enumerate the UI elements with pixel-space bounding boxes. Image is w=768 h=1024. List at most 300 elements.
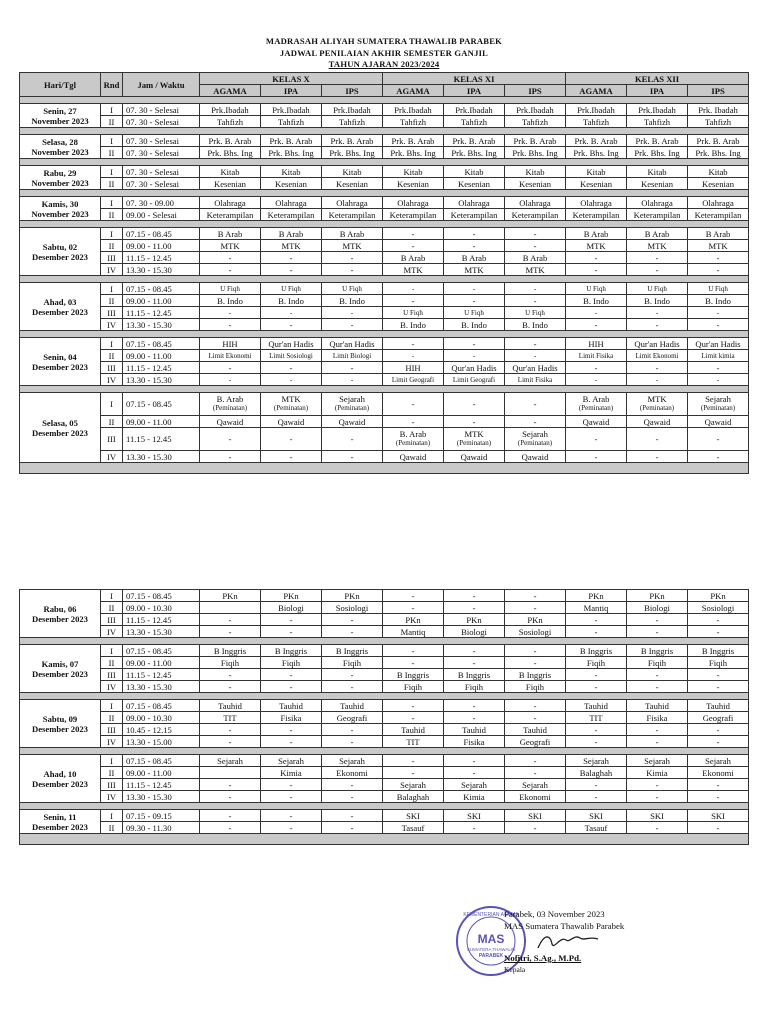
- schedule-table-2: [19, 589, 749, 845]
- subject-cell: HIH: [200, 338, 261, 350]
- subject-cell: -: [322, 669, 383, 681]
- day-cell: [20, 590, 101, 638]
- subject-cell: Fiqih: [688, 657, 749, 669]
- subject-cell: Kesenian: [383, 178, 444, 190]
- table-row: [20, 350, 749, 362]
- subject-cell: B Arab: [505, 252, 566, 264]
- subject-cell: -: [444, 338, 505, 350]
- round-cell: I: [101, 755, 123, 767]
- time-cell: 07.15 - 09.15: [123, 810, 200, 822]
- subject-cell: -: [688, 779, 749, 791]
- time-cell: 07.15 - 08.45: [123, 393, 200, 416]
- subject-cell: B Inggris: [261, 645, 322, 657]
- day-cell: [20, 104, 101, 128]
- round-cell: IV: [101, 264, 123, 276]
- subject-note: (Peminatan): [334, 404, 370, 412]
- subject-cell: Prk. Bhs. Ing: [566, 147, 627, 159]
- subject-cell: -: [566, 669, 627, 681]
- day-cell: [20, 197, 101, 221]
- subject-cell: -: [261, 724, 322, 736]
- subject-cell: -: [566, 374, 627, 386]
- day-month: Desember 2023: [32, 723, 88, 734]
- subject-cell: -: [505, 228, 566, 240]
- subject-cell: -: [444, 393, 505, 416]
- subject-cell: -: [627, 822, 688, 834]
- time-cell: 11.15 - 12.45: [123, 428, 200, 451]
- subject-cell: -: [627, 428, 688, 451]
- subject-cell: -: [505, 393, 566, 416]
- subject-cell: Sejarah: [261, 755, 322, 767]
- subject-cell: -: [688, 626, 749, 638]
- day-cell: [20, 645, 101, 693]
- subject-cell: -: [688, 374, 749, 386]
- time-cell: 07. 30 - Selesai: [123, 104, 200, 116]
- subject-cell: -: [261, 252, 322, 264]
- subject-cell: Keterampilan: [627, 209, 688, 221]
- subject-cell: Prk. Bhs. Ing: [444, 147, 505, 159]
- subject-cell: B Inggris: [627, 645, 688, 657]
- col-kelas-xi: KELAS XI: [383, 73, 566, 85]
- day-name: Rabu, 06: [43, 603, 77, 614]
- table-row: [20, 657, 749, 669]
- subject-cell: Prk.Ibadah: [505, 104, 566, 116]
- subject-cell: Qawaid: [322, 416, 383, 428]
- subject-cell: -: [627, 252, 688, 264]
- subject-cell: -: [505, 712, 566, 724]
- table-row: [20, 810, 749, 822]
- time-cell: 07. 30 - Selesai: [123, 166, 200, 178]
- table-row: [20, 228, 749, 240]
- subject-cell: -: [444, 283, 505, 295]
- day-name: Kamis, 30: [41, 198, 79, 209]
- subject-cell: B Arab: [688, 228, 749, 240]
- subject-cell: Fiqih: [322, 657, 383, 669]
- day-month: Desember 2023: [32, 306, 88, 317]
- subject-name: MTK: [281, 394, 301, 404]
- time-cell: 11.15 - 12.45: [123, 362, 200, 374]
- subject-cell: -: [627, 614, 688, 626]
- subject-cell: -: [444, 350, 505, 362]
- time-cell: 13.30 - 15.30: [123, 319, 200, 331]
- subject-cell: U Fiqh: [261, 283, 322, 295]
- subject-cell: -: [444, 416, 505, 428]
- subject-cell: -: [322, 307, 383, 319]
- table-row: [20, 104, 749, 116]
- subject-cell: U Fiqh: [322, 283, 383, 295]
- subject-cell: -: [627, 779, 688, 791]
- subject-cell: -: [200, 451, 261, 463]
- col-rnd: Rnd: [101, 73, 123, 97]
- table-row: [20, 767, 749, 779]
- subject-cell: Keterampilan: [200, 209, 261, 221]
- subject-cell: Kesenian: [200, 178, 261, 190]
- table-row: [20, 791, 749, 803]
- subject-cell: B. Indo: [627, 295, 688, 307]
- time-cell: 13.30 - 15.30: [123, 626, 200, 638]
- subject-cell: Prk. B. Arab: [322, 135, 383, 147]
- table-row: [20, 116, 749, 128]
- subject-cell: Keterampilan: [688, 209, 749, 221]
- subject-cell: -: [261, 362, 322, 374]
- subject-name: B. Arab: [399, 429, 427, 439]
- subject-cell: -: [688, 451, 749, 463]
- subject-cell: B Inggris: [322, 645, 383, 657]
- subject-cell: Limit Fisika: [566, 350, 627, 362]
- subject-cell: -: [505, 295, 566, 307]
- subject-cell: MTK: [322, 240, 383, 252]
- table-row: [20, 614, 749, 626]
- subject-cell: -: [627, 264, 688, 276]
- day-month: November 2023: [31, 208, 89, 219]
- time-cell: 11.15 - 12.45: [123, 307, 200, 319]
- day-month: Desember 2023: [32, 613, 88, 624]
- subject-cell: -: [627, 791, 688, 803]
- subject-cell: Tauhid: [688, 700, 749, 712]
- table-row: [20, 712, 749, 724]
- subject-cell: MTK: [200, 240, 261, 252]
- round-cell: II: [101, 657, 123, 669]
- subject-cell: Tauhid: [383, 724, 444, 736]
- subject-cell: TIT: [566, 712, 627, 724]
- subject-cell: Prk. Ibadah: [688, 104, 749, 116]
- round-cell: I: [101, 104, 123, 116]
- subject-cell: -: [444, 590, 505, 602]
- day-name: Ahad, 03: [43, 296, 77, 307]
- subject-cell: SKI: [444, 810, 505, 822]
- subject-cell: Qawaid: [444, 451, 505, 463]
- subject-cell: SKI: [688, 810, 749, 822]
- subject-cell: -: [261, 307, 322, 319]
- subject-cell: B Arab: [627, 228, 688, 240]
- subject-cell: Olahraga: [200, 197, 261, 209]
- subject-cell: -: [505, 283, 566, 295]
- subject-cell: -: [505, 350, 566, 362]
- day-cell: [20, 393, 101, 463]
- subject-name: B. Arab: [216, 394, 244, 404]
- subject-cell: [200, 767, 261, 779]
- subject-cell: Qur'an Hadis: [444, 362, 505, 374]
- round-cell: II: [101, 602, 123, 614]
- subject-cell: MTK: [261, 240, 322, 252]
- subject-note: (Peminatan): [578, 404, 614, 412]
- subject-cell: -: [688, 736, 749, 748]
- subject-cell: Kitab: [322, 166, 383, 178]
- day-month: Desember 2023: [32, 778, 88, 789]
- subject-cell: Limit Sosiologi: [261, 350, 322, 362]
- subject-cell: Tahfizh: [566, 116, 627, 128]
- subject-cell: -: [688, 669, 749, 681]
- subject-cell: -: [200, 626, 261, 638]
- subject-cell: B. Indo: [383, 319, 444, 331]
- subject-cell: Tasauf: [566, 822, 627, 834]
- subject-cell: -: [383, 338, 444, 350]
- subject-cell: -: [688, 362, 749, 374]
- round-cell: III: [101, 362, 123, 374]
- round-cell: IV: [101, 791, 123, 803]
- subject-cell: -: [627, 626, 688, 638]
- subject-cell: B Inggris: [688, 645, 749, 657]
- subject-cell: Prk.Ibadah: [627, 104, 688, 116]
- subject-cell: Sejarah: [566, 755, 627, 767]
- day-cell: [20, 700, 101, 748]
- subject-cell: Kesenian: [627, 178, 688, 190]
- time-cell: 13.30 - 15.00: [123, 736, 200, 748]
- subject-cell: Prk. B. Arab: [627, 135, 688, 147]
- round-cell: III: [101, 252, 123, 264]
- subject-cell: Prk. Bhs. Ing: [627, 147, 688, 159]
- subject-cell: B. Indo: [505, 319, 566, 331]
- round-cell: IV: [101, 319, 123, 331]
- subject-cell: -: [200, 252, 261, 264]
- subject-cell: Geografi: [688, 712, 749, 724]
- subject-cell: Ekonomi: [688, 767, 749, 779]
- subject-cell: -: [444, 657, 505, 669]
- subject-cell: -: [688, 614, 749, 626]
- day-month: Desember 2023: [32, 361, 88, 372]
- subject-cell: -: [261, 736, 322, 748]
- subject-cell: -: [322, 614, 383, 626]
- school-name: MADRASAH ALIYAH SUMATERA THAWALIB PARABEK: [265, 36, 503, 46]
- subject-cell: [200, 602, 261, 614]
- subject-cell: Kimia: [444, 791, 505, 803]
- table-row: [20, 602, 749, 614]
- subject-cell: Tahfizh: [444, 116, 505, 128]
- subject-cell: Fiqih: [261, 657, 322, 669]
- col-hari: Hari/Tgl: [20, 73, 101, 97]
- table-row: [20, 264, 749, 276]
- subject-cell: -: [688, 319, 749, 331]
- subject-cell: -: [688, 791, 749, 803]
- subject-cell: -: [383, 712, 444, 724]
- schedule-title: JADWAL PENILAIAN AKHIR SEMESTER GANJIL: [279, 47, 489, 58]
- table-row: [20, 319, 749, 331]
- round-cell: IV: [101, 626, 123, 638]
- table-row: [20, 283, 749, 295]
- subject-cell: PKn: [261, 590, 322, 602]
- subject-cell: B Arab: [383, 252, 444, 264]
- day-name: Senin, 04: [43, 351, 77, 362]
- separator-row: [20, 97, 749, 104]
- table-row: [20, 590, 749, 602]
- subject-cell: Kitab: [200, 166, 261, 178]
- separator-row: [20, 638, 749, 645]
- subject-cell: -: [322, 451, 383, 463]
- table-row: [20, 736, 749, 748]
- subject-cell: Limit Biologi: [322, 350, 383, 362]
- subject-cell: Sejarah: [322, 755, 383, 767]
- day-month: November 2023: [31, 115, 89, 126]
- round-cell: II: [101, 209, 123, 221]
- time-cell: 09.00 - 11.00: [123, 767, 200, 779]
- time-cell: 11.15 - 12.45: [123, 779, 200, 791]
- col-kelas-xii: KELAS XII: [566, 73, 749, 85]
- subject-cell: Kitab: [566, 166, 627, 178]
- subject-cell: MTK: [383, 264, 444, 276]
- subject-cell: Ekonomi: [322, 767, 383, 779]
- subject-cell: Qawaid: [383, 451, 444, 463]
- subject-cell: B Inggris: [444, 669, 505, 681]
- round-cell: II: [101, 116, 123, 128]
- table-row: [20, 451, 749, 463]
- subject-cell: Tahfizh: [505, 116, 566, 128]
- subject-cell: -: [566, 626, 627, 638]
- subject-cell: -: [200, 319, 261, 331]
- subject-cell: -: [200, 307, 261, 319]
- subject-cell: -: [566, 779, 627, 791]
- subject-cell: Tahfizh: [261, 116, 322, 128]
- subject-cell: Fiqih: [566, 657, 627, 669]
- subject-cell: HIH: [383, 362, 444, 374]
- table-row: [20, 197, 749, 209]
- table-row: [20, 822, 749, 834]
- table-row: [20, 307, 749, 319]
- day-cell: [20, 166, 101, 190]
- subject-cell: -: [627, 736, 688, 748]
- subject-cell: Prk. B. Arab: [688, 135, 749, 147]
- table-row: [20, 374, 749, 386]
- subject-cell: Fiqih: [444, 681, 505, 693]
- subject-cell: Olahraga: [261, 197, 322, 209]
- table-row: [20, 240, 749, 252]
- round-cell: II: [101, 712, 123, 724]
- subject-cell: Fiqih: [200, 657, 261, 669]
- subject-cell: MTK: [627, 240, 688, 252]
- round-cell: I: [101, 338, 123, 350]
- table-row: [20, 669, 749, 681]
- subject-cell: SKI: [566, 810, 627, 822]
- time-cell: 13.30 - 15.30: [123, 681, 200, 693]
- subject-cell: PKn: [383, 614, 444, 626]
- subject-cell: Qur'an Hadis: [505, 362, 566, 374]
- table-row: [20, 626, 749, 638]
- subject-cell: -: [322, 428, 383, 451]
- subject-cell: B Arab: [200, 228, 261, 240]
- sub-ipa: IPA: [261, 85, 322, 97]
- subject-cell: -: [383, 602, 444, 614]
- subject-cell: U Fiqh: [505, 307, 566, 319]
- time-cell: 09.00 - 11.00: [123, 240, 200, 252]
- round-cell: I: [101, 166, 123, 178]
- round-cell: III: [101, 779, 123, 791]
- signature-block: [504, 908, 624, 976]
- round-cell: IV: [101, 451, 123, 463]
- time-cell: 13.30 - 15.30: [123, 451, 200, 463]
- subject-cell: -: [200, 810, 261, 822]
- sub-agama: AGAMA: [200, 85, 261, 97]
- subject-cell: [322, 393, 383, 416]
- subject-cell: Prk.Ibadah: [322, 104, 383, 116]
- round-cell: I: [101, 228, 123, 240]
- subject-cell: -: [383, 350, 444, 362]
- subject-cell: Qur'an Hadis: [261, 338, 322, 350]
- subject-cell: -: [200, 736, 261, 748]
- day-name: Sabtu, 09: [42, 713, 78, 724]
- subject-cell: Balaghah: [383, 791, 444, 803]
- separator-row: [20, 748, 749, 755]
- subject-cell: Qur'an Hadis: [627, 338, 688, 350]
- table-row: [20, 681, 749, 693]
- subject-cell: Prk.Ibadah: [261, 104, 322, 116]
- day-name: Kamis, 07: [41, 658, 79, 669]
- day-month: Desember 2023: [32, 427, 88, 438]
- subject-cell: Sejarah: [444, 779, 505, 791]
- time-cell: 09.00 - Selesai: [123, 209, 200, 221]
- subject-cell: Biologi: [627, 602, 688, 614]
- subject-cell: [200, 393, 261, 416]
- subject-cell: B. Indo: [200, 295, 261, 307]
- col-jam: Jam / Waktu: [123, 73, 200, 97]
- subject-cell: Tahfizh: [627, 116, 688, 128]
- time-cell: 07.15 - 08.45: [123, 645, 200, 657]
- subject-cell: TIT: [383, 736, 444, 748]
- subject-cell: -: [505, 590, 566, 602]
- subject-cell: -: [688, 428, 749, 451]
- subject-cell: Sejarah: [688, 755, 749, 767]
- table-row: [20, 362, 749, 374]
- subject-cell: -: [322, 252, 383, 264]
- day-cell: [20, 135, 101, 159]
- table-row: [20, 147, 749, 159]
- subject-cell: -: [444, 755, 505, 767]
- subject-note: (Peminatan): [273, 404, 309, 412]
- subject-cell: -: [322, 681, 383, 693]
- subject-cell: Fiqih: [627, 657, 688, 669]
- subject-cell: Qawaid: [566, 416, 627, 428]
- round-cell: III: [101, 669, 123, 681]
- time-cell: 07. 30 - Selesai: [123, 178, 200, 190]
- subject-cell: -: [627, 681, 688, 693]
- subject-cell: -: [505, 822, 566, 834]
- subject-cell: Keterampilan: [444, 209, 505, 221]
- time-cell: 09.00 - 11.00: [123, 350, 200, 362]
- day-cell: [20, 755, 101, 803]
- round-cell: II: [101, 178, 123, 190]
- subject-cell: Tahfizh: [322, 116, 383, 128]
- round-cell: II: [101, 350, 123, 362]
- subject-cell: -: [444, 645, 505, 657]
- subject-cell: -: [322, 264, 383, 276]
- subject-cell: PKn: [566, 590, 627, 602]
- day-month: November 2023: [31, 177, 89, 188]
- subject-cell: -: [200, 724, 261, 736]
- subject-cell: -: [322, 374, 383, 386]
- table-row: [20, 178, 749, 190]
- table-row: [20, 295, 749, 307]
- subject-cell: Qawaid: [261, 416, 322, 428]
- subject-cell: Mantiq: [566, 602, 627, 614]
- subject-cell: -: [383, 416, 444, 428]
- round-cell: II: [101, 416, 123, 428]
- subject-cell: Tauhid: [261, 700, 322, 712]
- subject-name: Sejarah: [339, 394, 365, 404]
- subject-cell: -: [261, 791, 322, 803]
- round-cell: I: [101, 393, 123, 416]
- subject-cell: Keterampilan: [566, 209, 627, 221]
- separator-row: [20, 190, 749, 197]
- time-cell: 09.00 - 11.00: [123, 657, 200, 669]
- subject-cell: PKn: [688, 590, 749, 602]
- subject-cell: Limit kimia: [688, 350, 749, 362]
- subject-cell: Kitab: [383, 166, 444, 178]
- subject-cell: -: [627, 362, 688, 374]
- subject-cell: Tauhid: [444, 724, 505, 736]
- subject-cell: Prk. Bhs. Ing: [322, 147, 383, 159]
- subject-cell: B. Indo: [688, 295, 749, 307]
- subject-cell: -: [444, 767, 505, 779]
- subject-cell: -: [261, 669, 322, 681]
- subject-cell: -: [444, 295, 505, 307]
- table-row: [20, 338, 749, 350]
